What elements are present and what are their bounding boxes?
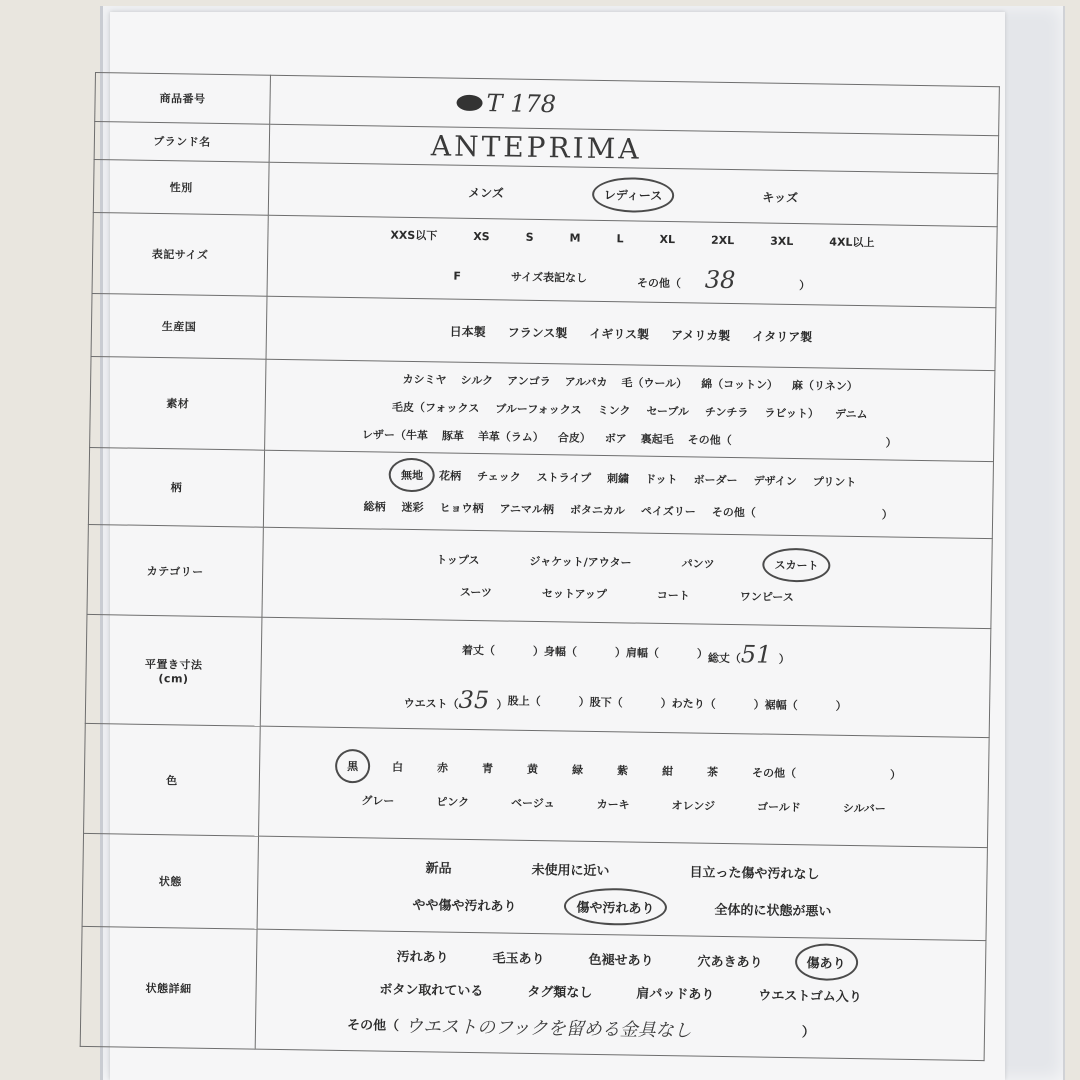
- pattern-close: ）: [881, 508, 893, 522]
- size-option: S: [525, 230, 534, 244]
- condition-option-damaged-selected: 傷や汚れあり: [576, 897, 654, 917]
- measure-value: [716, 708, 754, 709]
- size-other-label: その他（: [636, 276, 682, 291]
- product-form: [80, 72, 1000, 1061]
- pattern-option: ドット: [644, 473, 678, 487]
- measure-close: ）: [496, 698, 508, 712]
- row-measurements: [85, 614, 991, 738]
- color-option: 赤: [437, 761, 449, 775]
- pattern-option: 刺繍: [606, 472, 630, 486]
- measure-value: [659, 657, 697, 658]
- color-option: シルバー: [842, 801, 886, 816]
- measure-value: [495, 654, 533, 655]
- material-option: その他（: [687, 433, 732, 448]
- material-label: 素材: [90, 357, 266, 451]
- color-option: 緑: [571, 763, 584, 777]
- measure-close: ）: [753, 698, 765, 712]
- color-option-black-selected: 黒: [347, 759, 359, 773]
- category-label: カテゴリー: [87, 525, 263, 617]
- size-option: 3XL: [770, 234, 794, 248]
- measure-value: [623, 706, 661, 707]
- material-option: アルパカ: [564, 375, 608, 390]
- measurements-label: 平置き寸法: [144, 657, 203, 672]
- color-option: カーキ: [596, 797, 630, 812]
- pattern-option: その他（: [711, 506, 756, 520]
- measurements-unit: (cm): [158, 671, 189, 686]
- material-option: アンゴラ: [506, 374, 551, 389]
- pattern-option: プリント: [812, 475, 857, 490]
- condition-cell: [257, 836, 987, 941]
- measure-name: ウエスト（: [403, 696, 459, 711]
- material-option: ラビット）: [764, 406, 820, 421]
- condition-detail-cell: [255, 929, 986, 1060]
- category-option: スーツ: [459, 585, 493, 599]
- material-option: 豚革: [441, 429, 464, 444]
- product-number-value: T 178: [486, 88, 557, 119]
- material-option: ブルーフォックス: [495, 402, 582, 417]
- detail-other-label: その他（: [346, 1018, 400, 1034]
- measure-item: [590, 694, 672, 711]
- condition-option: 目立った傷や汚れなし: [689, 865, 820, 883]
- row-condition: [82, 833, 987, 941]
- measure-name: 股下（: [589, 695, 623, 710]
- measure-name: 股上（: [507, 694, 541, 709]
- pattern-option: ボタニカル: [569, 503, 626, 518]
- color-option: 茶: [706, 765, 719, 779]
- color-label: 色: [84, 724, 261, 836]
- measure-item: [626, 644, 708, 661]
- pattern-option: ストライプ: [536, 471, 592, 486]
- product-number-label: 商品番号: [95, 73, 271, 124]
- size-label: 表記サイズ: [92, 212, 268, 296]
- condition-option: 未使用に近い: [531, 862, 610, 880]
- size-option: XS: [473, 229, 490, 243]
- measure-name: 肩幅（: [625, 646, 660, 660]
- measure-item: [508, 693, 590, 710]
- color-option: 青: [482, 761, 494, 775]
- measure-item: [403, 685, 507, 715]
- measure-value-total-length: 51: [740, 640, 772, 669]
- size-cell: [267, 215, 997, 308]
- pattern-option: ボーダー: [693, 473, 738, 488]
- detail-option-scratch-selected: 傷あり: [806, 952, 845, 972]
- condition-detail-label: 状態詳細: [80, 927, 257, 1050]
- detail-option: タグ類なし: [527, 984, 593, 1001]
- size-option: 4XL以上: [829, 235, 875, 250]
- country-label: 生産国: [91, 294, 267, 360]
- pattern-option: 花柄: [438, 469, 462, 484]
- pattern-option: アニマル柄: [499, 502, 555, 517]
- material-option: 合皮）: [557, 431, 591, 446]
- detail-option: 毛玉あり: [492, 950, 545, 967]
- detail-option: 肩パッドあり: [636, 986, 715, 1003]
- row-color: [84, 724, 990, 848]
- material-cell: [265, 359, 995, 462]
- color-option: ゴールド: [756, 800, 801, 814]
- detail-option: 穴あきあり: [697, 954, 763, 971]
- row-size: [92, 212, 997, 307]
- detail-option: ウエストゴム入り: [758, 988, 862, 1005]
- gender-option-mens: メンズ: [468, 185, 504, 201]
- ink-blot-mark: [456, 95, 482, 111]
- pattern-option: デザイン: [753, 474, 797, 489]
- size-option-free: F: [453, 269, 462, 283]
- size-other-close: ）: [799, 279, 811, 293]
- brand-label: ブランド名: [94, 121, 270, 162]
- material-option: セーブル: [646, 404, 690, 419]
- row-condition-detail: [80, 927, 986, 1061]
- pattern-option: チェック: [476, 470, 521, 485]
- condition-label: 状態: [82, 833, 258, 929]
- material-option: 綿（コットン）: [701, 377, 779, 392]
- category-option: パンツ: [681, 556, 715, 571]
- gender-option-kids: キッズ: [762, 190, 799, 205]
- condition-option: 全体的に状態が悪い: [714, 902, 832, 920]
- detail-option: 汚れあり: [396, 949, 449, 966]
- color-close: ）: [889, 768, 902, 782]
- category-option: セットアップ: [541, 586, 607, 601]
- color-option: 紫: [616, 763, 629, 778]
- material-close: ）: [885, 436, 897, 450]
- form-table: [80, 72, 1000, 1061]
- measure-item: [708, 640, 790, 669]
- material-option: 裏起毛: [640, 432, 674, 447]
- material-option: 麻（リネン）: [791, 379, 858, 394]
- measure-close: ）: [778, 652, 790, 666]
- country-option: フランス製: [507, 325, 568, 341]
- row-category: [87, 525, 992, 628]
- gender-label: 性別: [93, 160, 269, 215]
- pattern-option: 総柄: [363, 500, 386, 515]
- size-option: L: [616, 231, 624, 245]
- row-material: [90, 357, 995, 463]
- size-other: [637, 265, 811, 296]
- material-option: カシミヤ: [402, 373, 447, 387]
- size-option: XXS以下: [390, 228, 438, 243]
- category-option: トップス: [436, 552, 480, 567]
- measure-close: ）: [532, 644, 545, 659]
- category-option-skirt-selected: スカート: [774, 558, 819, 573]
- measure-name: わたり（: [671, 697, 716, 711]
- pattern-label: 柄: [88, 448, 264, 528]
- material-option: ボア: [604, 432, 627, 446]
- measure-item: [544, 643, 626, 660]
- brand-value: ANTEPRIMA: [430, 129, 642, 166]
- measurements-cell: [260, 617, 991, 738]
- measure-name: 着丈（: [461, 643, 496, 658]
- material-option: 羊革（ラム）: [477, 430, 544, 445]
- size-option: 2XL: [710, 233, 735, 247]
- size-option-none: サイズ表記なし: [510, 270, 588, 285]
- material-option: デニム: [834, 407, 868, 422]
- condition-option: 新品: [425, 861, 452, 877]
- measure-name: 身幅（: [543, 645, 578, 659]
- detail-option: 色褪せあり: [588, 952, 654, 969]
- condition-option: やや傷や汚れあり: [412, 898, 517, 915]
- material-option: 毛皮（フォックス: [391, 400, 480, 416]
- detail-other-value: ウエストのフックを留める金具なし: [404, 1015, 692, 1042]
- measure-value: [577, 656, 615, 657]
- material-option: シルク: [460, 373, 494, 388]
- material-option: チンチラ: [704, 405, 749, 420]
- color-option: 紺: [661, 764, 674, 778]
- measure-close: ）: [835, 699, 847, 713]
- size-option: M: [569, 231, 581, 245]
- color-option: 黄: [527, 762, 539, 776]
- pattern-option: ペイズリー: [640, 505, 696, 519]
- detail-other-close: ）: [801, 1025, 815, 1041]
- measure-value: [798, 709, 836, 710]
- material-option: レザー（牛革: [361, 428, 428, 443]
- measure-name: 裾幅（: [764, 698, 798, 713]
- measure-value-waist: 35: [458, 685, 490, 715]
- category-cell: [262, 528, 992, 629]
- pattern-option: 迷彩: [401, 501, 424, 515]
- pattern-option-plain-selected: 無地: [400, 469, 424, 483]
- color-option: 白: [392, 760, 404, 774]
- size-other-value: 38: [704, 265, 736, 295]
- detail-option: ボタン取れている: [379, 982, 484, 999]
- pattern-option: ヒョウ柄: [439, 501, 484, 516]
- measure-name: 総丈（: [707, 651, 741, 666]
- measure-close: ）: [614, 646, 627, 660]
- color-option: その他（: [751, 765, 797, 780]
- measure-value: [541, 705, 579, 706]
- category-option: コート: [656, 588, 690, 602]
- category-option: ジャケット/アウター: [529, 554, 632, 570]
- color-option: ピンク: [436, 795, 470, 809]
- row-pattern: [88, 448, 993, 539]
- material-option: ミンク: [597, 404, 631, 418]
- category-option: ワンピース: [739, 589, 794, 604]
- country-cell: [266, 296, 996, 370]
- country-option: アメリカ製: [670, 327, 731, 343]
- measure-item: [462, 642, 544, 659]
- country-option: イタリア製: [752, 328, 813, 344]
- measure-close: ）: [660, 696, 672, 711]
- gender-option-ladies-selected: レディース: [603, 187, 663, 203]
- size-option: XL: [659, 232, 676, 246]
- color-option: オレンジ: [671, 798, 716, 813]
- pattern-cell: [263, 451, 993, 540]
- country-option: 日本製: [449, 324, 486, 339]
- color-cell: [259, 726, 990, 847]
- measurements-label-cell: [85, 614, 262, 726]
- color-option: ベージュ: [510, 796, 555, 810]
- material-option: 毛（ウール）: [621, 376, 688, 391]
- measure-close: ）: [696, 647, 709, 661]
- measure-item: [765, 697, 847, 714]
- measure-item: [672, 695, 765, 712]
- country-option: イギリス製: [589, 326, 650, 342]
- measure-close: ）: [578, 695, 590, 709]
- color-option: グレー: [361, 793, 395, 808]
